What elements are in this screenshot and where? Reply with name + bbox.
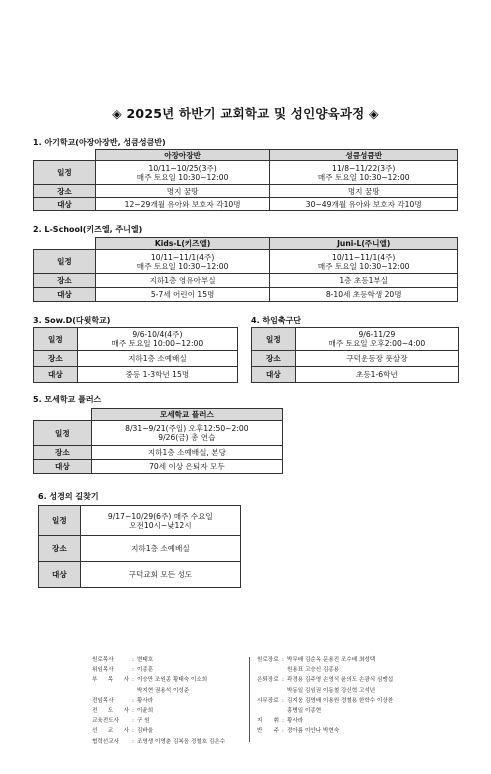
footer-divider	[249, 657, 250, 742]
place-cell: 구덕운동장 풋살장	[295, 351, 458, 367]
page-title: ◈ 2025년 하반기 교회학교 및 성인양육과정 ◈	[112, 106, 379, 121]
row-label-place: 장소	[34, 351, 78, 367]
place-cell: 지하1층 소예배실	[77, 351, 237, 367]
row-label-place: 장소	[252, 351, 296, 367]
section-4-table	[251, 327, 459, 383]
row-label-place: 장소	[39, 536, 81, 562]
target-cell: 12~29개월 유아와 보호자 각10명	[95, 198, 270, 211]
row-label-target: 대상	[34, 367, 78, 383]
place-cell: 1층 초등1부실	[270, 274, 458, 288]
row-label-schedule: 일정	[34, 161, 96, 185]
section-1-heading: 1. 아기학교(아장아장반, 성큼성큼반)	[33, 138, 166, 147]
place-cell: 지하1층 소예배실	[80, 536, 240, 562]
row-label-schedule: 일정	[34, 328, 78, 351]
row-label-place: 장소	[34, 274, 96, 288]
row-label-target: 대상	[39, 562, 81, 588]
section-3-heading: 3. Sow.D(다윗학교)	[33, 316, 111, 325]
schedule-cell: 10/11~10/25(3주) 매주 토요일 10:30~12:00	[95, 161, 270, 185]
col-header: 아장아장반	[95, 150, 270, 161]
row-label-target: 대상	[34, 288, 96, 302]
section-6-table	[38, 505, 241, 588]
section-5-heading: 5. 모세학교 플러스	[33, 395, 102, 404]
target-cell: 30~49개월 유아와 보호자 각10명	[270, 198, 458, 211]
section-1-table	[33, 149, 458, 211]
schedule-cell: 10/11~11/1(4주) 매주 토요일 10:30~12:00	[270, 250, 458, 274]
section-3-table	[33, 327, 238, 383]
place-cell: 명지 꿈땅	[95, 185, 270, 198]
section-4-heading: 4. 하임축구단	[251, 316, 302, 325]
target-cell: 70세 이상 은퇴자 모두	[91, 460, 282, 474]
target-cell: 5-7세 어린이 15명	[95, 288, 270, 302]
section-2-table	[33, 237, 458, 302]
col-header: 성큼성큼반	[270, 150, 458, 161]
schedule-cell: 9/17~10/29(6주) 매주 수요일 오전10시~낮12시	[80, 506, 240, 536]
target-cell: 중등 1-3학년 15명	[77, 367, 237, 383]
section-6-heading: 6. 성경의 길찾기	[38, 492, 99, 501]
section-2-heading: 2. L-School(키즈엘, 주니엘)	[33, 225, 143, 234]
schedule-cell: 9/6-10/4(4주) 매주 토요일 10:00~12:00	[77, 328, 237, 351]
schedule-cell: 8/31~9/21(주일) 오후12:50~2:00 9/26(금) 총 연습	[91, 421, 282, 446]
staff-roster-left: 원로목사 : 변태호 위임목사 : 이종훈 부 목 사 : 이승만 조원종 황태숙 이소희 박지현 권용석 이성준 전임목사 : 황사라 전 도 사 : 이윤희 교육전도사 : 구 원 선 교 사 : 김바울 협력선교사 : 조영생 이영춘 김복음 정철호 김은수	[92, 657, 226, 745]
target-cell: 8-10세 초등학생 20명	[270, 288, 458, 302]
schedule-cell: 9/6-11/29 매주 토요일 오후2:00~4:00	[295, 328, 458, 351]
col-header: 모세학교 플러스	[91, 409, 282, 421]
place-cell: 명지 꿈땅	[270, 185, 458, 198]
place-cell: 지하1층 소예배실, 본당	[91, 446, 282, 460]
row-label-schedule: 일정	[34, 250, 96, 274]
row-label-schedule: 일정	[39, 506, 81, 536]
target-cell: 구덕교회 모든 성도	[80, 562, 240, 588]
row-label-target: 대상	[252, 367, 296, 383]
place-cell: 지하1층 영유아부실	[95, 274, 270, 288]
row-label-schedule: 일정	[34, 421, 92, 446]
row-label-place: 장소	[34, 185, 96, 198]
schedule-cell: 10/11~11/1(4주) 매주 토요일 10:30~12:00	[95, 250, 270, 274]
row-label-target: 대상	[34, 460, 92, 474]
target-cell: 초등1-6학년	[295, 367, 458, 383]
row-label-target: 대상	[34, 198, 96, 211]
col-header: Kids-L(키즈엘)	[95, 238, 270, 250]
row-label-place: 장소	[34, 446, 92, 460]
staff-roster-right: 원로장로 : 박무배 김순옥 문용진 조수배 최성택 원용표 고승신 김종용 은퇴장로 : 곽경용 김주영 손영식 윤의도 손광식 심맹섭 박동일 김임권 이동철 강신혁 고석년 시무장로 : 김지웅 김영배 이용원 정철용 한학수 이상찬 홍병일 이종현 지 휘 : 황사라 반 주 : 정아름 이안나 박현숙	[257, 657, 394, 735]
section-5-table	[33, 408, 283, 474]
schedule-cell: 11/8~11/22(3주) 매주 토요일 10:30~12:00	[270, 161, 458, 185]
col-header: Juni-L(주니엘)	[270, 238, 458, 250]
row-label-schedule: 일정	[252, 328, 296, 351]
